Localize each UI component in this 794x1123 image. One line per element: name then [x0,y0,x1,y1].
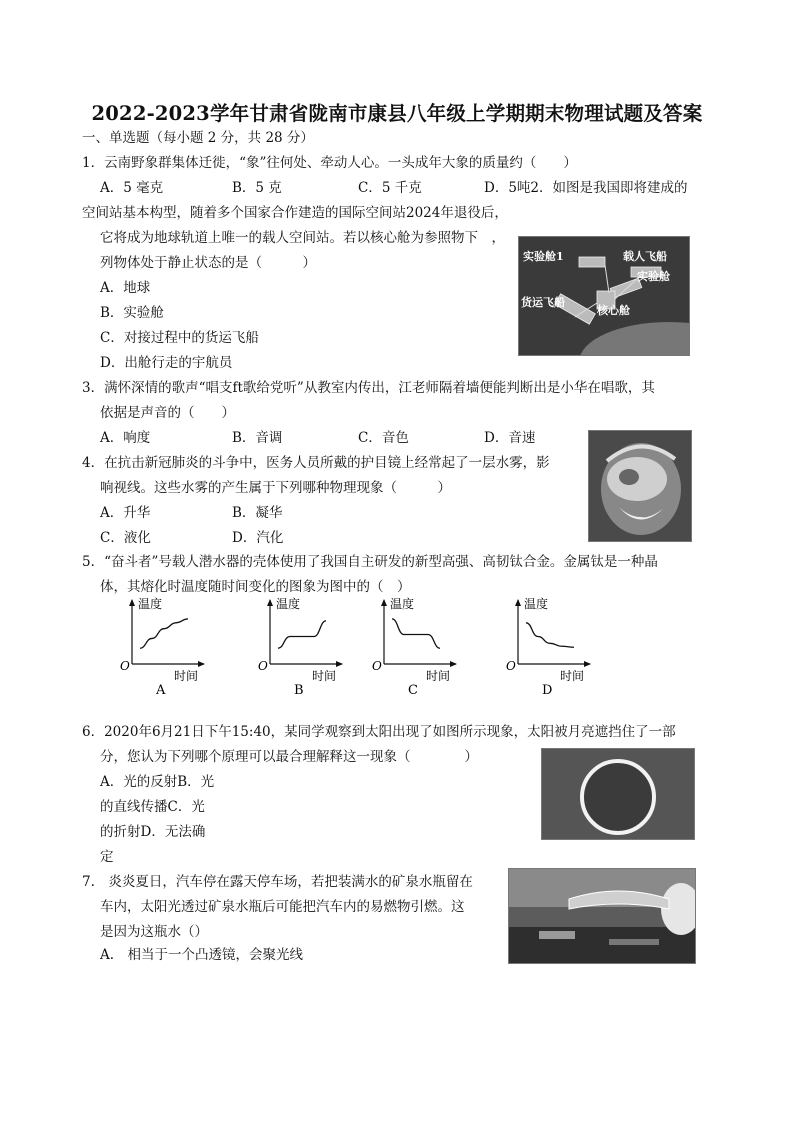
y-axis-arrow [129,599,135,606]
q2-option-b: B．实验舱 [100,305,164,321]
x-axis-label: 时间 [174,669,199,683]
q1-option-a: A．5 毫克 [100,180,164,196]
q6-line: 分，您认为下列哪个原理可以最合理解释这一现象（ ） [100,749,478,765]
x-axis-label: 时间 [560,669,585,683]
q2-option-c: C．对接过程中的货运飞船 [100,330,259,346]
y-axis-arrow [381,599,387,606]
q2-line: 列物体处于静止状态的是（ ） [100,255,316,271]
img-label: 货运飞船 [521,296,565,309]
chart-b-svg [256,598,366,708]
chart-a [118,598,228,712]
y-axis-label: 温度 [524,597,549,611]
q7-option-a: A. 相当于一个凸透镜，会聚光线 [100,947,304,963]
series-line [140,619,188,648]
chart-d-svg [504,598,614,708]
chart-d [504,598,614,712]
q2-line: 它将成为地球轨道上唯一的载人空间站。若以核心舱为参照物下 ， [100,230,505,246]
x-axis-label: 时间 [312,669,337,683]
q2-line: 空间站基本构型，随着多个国家合作建造的国际空间站2024年退役后， [82,205,508,221]
q3-option-b: B．音调 [232,430,283,446]
chart-a-svg [118,598,228,708]
q7-line: 车内，太阳光透过矿泉水瓶后可能把汽车内的易燃物引燃。这 [100,899,465,915]
q4-option-a: A．升华 [100,505,151,521]
chart-c [370,598,480,712]
y-axis-arrow [267,599,273,606]
q7-line: 7. 炎炎夏日，汽车停在露天停车场，若把装满水的矿泉水瓶留在 [82,874,473,890]
x-axis-arrow [336,661,343,667]
q4-line: 4．在抗击新冠肺炎的斗争中，医务人员所戴的护目镜上经常起了一层水雾，影 [82,455,550,471]
option-label: B [294,683,304,698]
space-station-image [518,236,690,356]
q5-line: 体，其熔化时温度随时间变化的图象为图中的（ ） [100,579,411,595]
goggles-photo [588,430,692,542]
x-axis-arrow [198,661,205,667]
solar-eclipse-photo [541,748,695,840]
section-heading: 一、单选题（每小题 2 分，共 28 分） [82,130,314,146]
series-line [278,621,326,648]
q1-option-d: D．5吨2．如图是我国即将建成的 [484,180,688,196]
option-label: C [408,683,418,698]
q1-option-c: C．5 千克 [358,180,422,196]
origin-label: O [258,659,268,673]
y-axis-label: 温度 [276,597,301,611]
q1-option-b: B．5 克 [232,180,282,196]
q3-option-d: D．音速 [484,430,536,446]
q2-option-d: D．出舱行走的宇航员 [100,355,233,371]
y-axis-label: 温度 [138,597,163,611]
x-axis-arrow [450,661,457,667]
q6-line: 的直线传播C．光 [100,799,205,815]
y-axis-label: 温度 [390,597,415,611]
img-label: 实验舱1 [523,250,564,263]
x-axis-label: 时间 [426,669,451,683]
x-axis-arrow [584,661,591,667]
chart-b [256,598,366,712]
y-axis-arrow [515,599,521,606]
q6-line: 6．2020年6月21日下午15:40，某同学观察到太阳出现了如图所示现象，太阳被月亮遮挡住了一部 [82,724,676,740]
q6-line: 定 [100,849,114,865]
origin-label: O [506,659,516,673]
water-bottle-car-photo [508,868,696,964]
series-line [392,619,440,648]
option-label: A [156,683,166,698]
img-label: 核心舱 [597,304,630,317]
q2-option-a: A．地球 [100,280,151,296]
page-title: 2022-2023学年甘肃省陇南市康县八年级上学期期末物理试题及答案 [91,102,703,125]
q7-line: 是因为这瓶水（） [100,924,208,940]
q1-stem: 1．云南野象群集体迁徙，“象”往何处、牵动人心。一头成年大象的质量约（ ） [82,155,577,171]
q4-option-d: D．汽化 [232,530,284,546]
q4-option-c: C．液化 [100,530,151,546]
chart-c-svg [370,598,480,708]
q5-line: 5．“奋斗者”号载人潜水器的壳体使用了我国自主研发的新型高强、高韧钛合金。金属钛是一种晶 [82,554,658,570]
q6-line: 的折射D．无法确 [100,824,206,840]
series-line [526,623,574,647]
q3-option-c: C．音色 [358,430,409,446]
q6-line: A．光的反射B．光 [100,774,215,790]
img-label: 载人飞船 [623,250,667,263]
origin-label: O [120,659,130,673]
q3-line: 依据是声音的（ ） [100,405,235,421]
option-label: D [542,683,553,698]
q4-option-b: B．凝华 [232,505,283,521]
origin-label: O [372,659,382,673]
q4-line: 响视线。这些水雾的产生属于下列哪种物理现象（ ） [100,480,451,496]
img-label: 实验舱 [637,270,670,283]
q3-option-a: A．响度 [100,430,151,446]
q3-line: 3．满怀深情的歌声“唱支ft歌给党听”从教室内传出，江老师隔着墙便能判断出是小华在唱歌，其 [82,380,655,396]
